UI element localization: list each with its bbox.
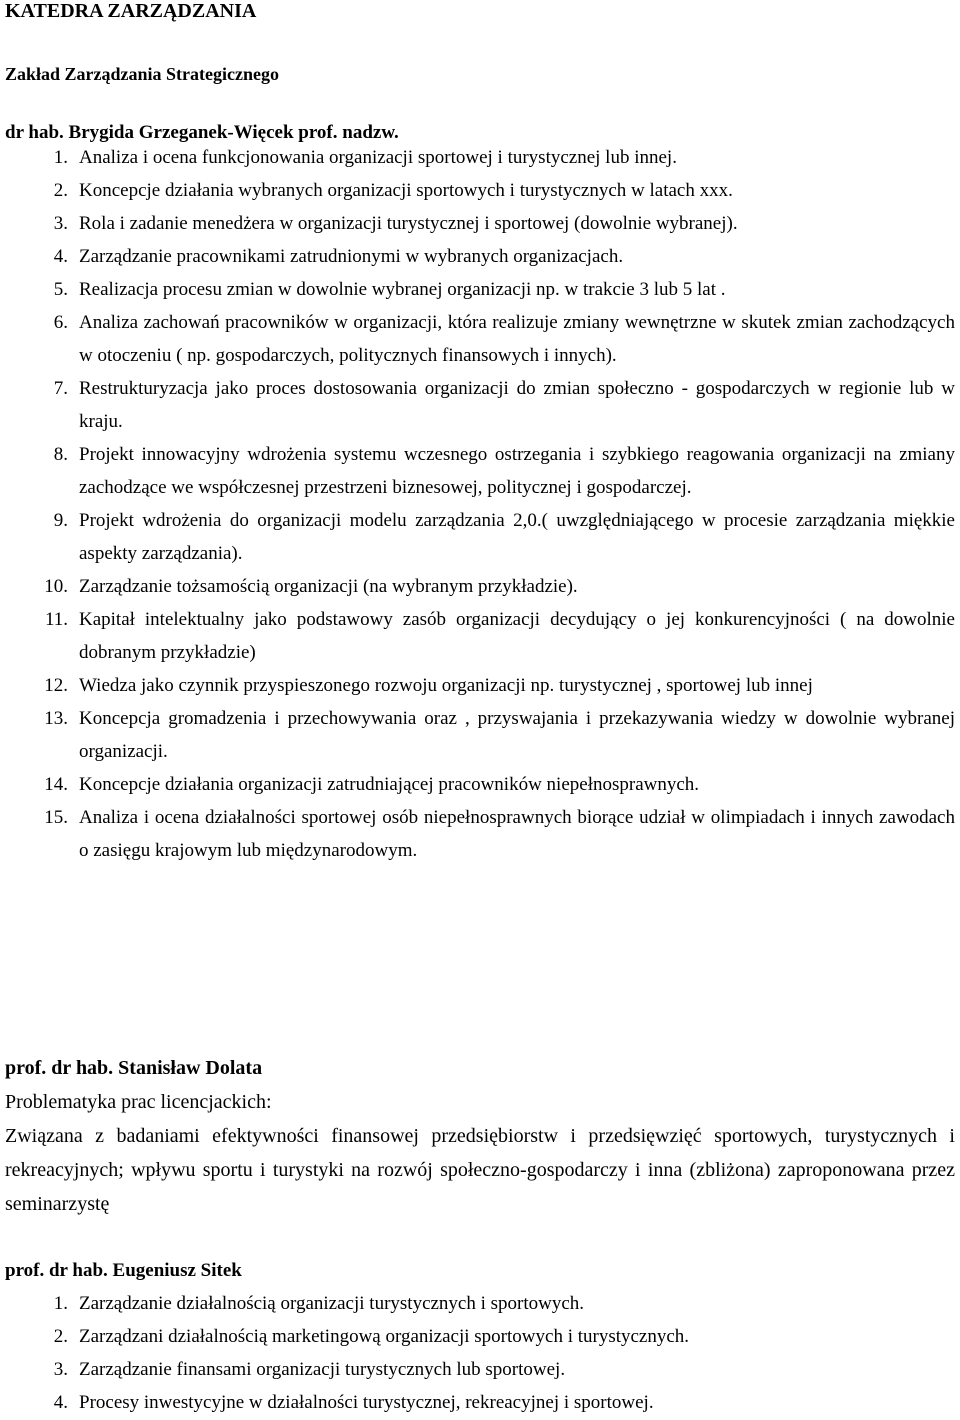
- list-item-text: Procesy inwestycyjne w działalności turystycznej, rekreacyjnej i sportowej.: [79, 1392, 654, 1413]
- list-item-text: Koncepcja gromadzenia i przechowywania oraz , przyswajania i przekazywania wiedzy w dowolnie wybranej organizacji.: [79, 708, 955, 762]
- list-item: [0, 702, 955, 768]
- list-item-number: 9.: [53, 510, 68, 531]
- list-item-number: 3.: [53, 213, 68, 234]
- list-item-text: Kapitał intelektualny jako podstawowy zasób organizacji decydujący o jej konkurencyjności ( na dowolnie dobranym przykładzie): [79, 609, 955, 663]
- list-item-number: 5.: [53, 279, 68, 300]
- list-item-number: 7.: [53, 378, 68, 399]
- list-item: [0, 240, 955, 273]
- list-item-number: 2.: [53, 1326, 68, 1347]
- list-item: [0, 504, 955, 570]
- department-title: KATEDRA ZARZĄDZANIA: [5, 0, 257, 22]
- list-item-text: Zarządzanie finansami organizacji turystycznych lub sportowej.: [79, 1359, 566, 1380]
- list-item-text: Zarządzanie tożsamością organizacji (na wybranym przykładzie).: [79, 576, 578, 597]
- list-item-text: Koncepcje działania wybranych organizacji sportowych i turystycznych w latach xxx.: [79, 180, 733, 201]
- list-item-text: Zarządzanie działalnością organizacji turystycznych i sportowych.: [79, 1293, 585, 1314]
- list-item-number: 1.: [53, 147, 68, 168]
- topic-list-sitek: [0, 1287, 955, 1419]
- list-item-number: 1.: [53, 1293, 68, 1314]
- list-item: [0, 603, 955, 669]
- list-item-text: Rola i zadanie menedżera w organizacji turystycznej i sportowej (dowolnie wybranej).: [79, 213, 738, 234]
- list-item-text: Projekt wdrożenia do organizacji modelu zarządzania 2,0.( uwzględniającego w procesie zarządzania miękkie aspekty zarządzania).: [79, 510, 955, 564]
- list-item: [0, 207, 955, 240]
- list-item-text: Zarządzanie pracownikami zatrudnionymi w wybranych organizacjach.: [79, 246, 624, 267]
- list-item-text: Zarządzani działalnością marketingową organizacji sportowych i turystycznych.: [79, 1326, 690, 1347]
- description-text: Związana z badaniami efektywności finansowej przedsiębiorstw i przedsięwzięć sportowych, turystycznych i rekreacyjnych; wpływu sportu i turystyki na rozwój społeczno-gospodarczy i inna (zbliżona) zaproponowana przez seminarzystę: [5, 1125, 960, 1215]
- list-item: [0, 273, 955, 306]
- list-item-number: 10.: [44, 576, 68, 597]
- list-item-text: Restrukturyzacja jako proces dostosowania organizacji do zmian społeczno - gospodarczych w regionie lub w kraju.: [79, 378, 955, 432]
- list-item-number: 4.: [53, 1392, 68, 1413]
- list-item: [0, 174, 955, 207]
- list-item-number: 2.: [53, 180, 68, 201]
- list-item: [0, 1320, 955, 1353]
- list-item-number: 14.: [44, 774, 68, 795]
- list-item-text: Analiza zachowań pracowników w organizacji, która realizuje zmiany wewnętrzne w skutek zmian zachodzących w otoczeniu ( np. gospodarczych, politycznych finansowych i innych).: [79, 312, 955, 366]
- list-item-number: 8.: [53, 444, 68, 465]
- list-item: [0, 1353, 955, 1386]
- topic-list-grzeganek: [0, 141, 955, 867]
- list-item-number: 3.: [53, 1359, 68, 1380]
- list-item: [0, 570, 955, 603]
- list-item-text: Wiedza jako czynnik przyspieszonego rozwoju organizacji np. turystycznej , sportowej lub innej: [79, 675, 813, 696]
- list-item-text: Realizacja procesu zmian w dowolnie wybranej organizacji np. w trakcie 3 lub 5 lat .: [79, 279, 726, 300]
- list-item: [0, 372, 955, 438]
- supervisor-name-grzeganek: dr hab. Brygida Grzeganek-Więcek prof. nadzw.: [5, 122, 399, 143]
- list-item: [0, 1287, 955, 1320]
- list-item-number: 12.: [44, 675, 68, 696]
- list-item: [0, 1386, 955, 1419]
- list-item-number: 6.: [53, 312, 68, 333]
- list-item: [0, 141, 955, 174]
- supervisor-name-dolata: prof. dr hab. Stanisław Dolata: [5, 1057, 263, 1079]
- list-item: [0, 801, 955, 867]
- section-description: [5, 1119, 960, 1221]
- list-item-number: 13.: [44, 708, 68, 729]
- section-label: Problematyka prac licencjackich:: [5, 1091, 272, 1113]
- list-item-text: Koncepcje działania organizacji zatrudniającej pracowników niepełnosprawnych.: [79, 774, 700, 795]
- list-item-number: 11.: [44, 609, 68, 630]
- list-item-number: 4.: [53, 246, 68, 267]
- list-item-text: Analiza i ocena działalności sportowej osób niepełnosprawnych biorące udział w olimpiadach i innych zawodach o zasięgu krajowym lub międzynarodowym.: [79, 807, 955, 861]
- list-item: [0, 768, 955, 801]
- supervisor-name-sitek: prof. dr hab. Eugeniusz Sitek: [5, 1260, 242, 1281]
- list-item-text: Projekt innowacyjny wdrożenia systemu wczesnego ostrzegania i szybkiego reagowania organizacji na zmiany zachodzące we współczesnej przestrzeni biznesowej, politycznej i gospodarczej.: [79, 444, 955, 498]
- list-item: [0, 306, 955, 372]
- list-item: [0, 438, 955, 504]
- list-item-number: 15.: [44, 807, 68, 828]
- list-item: [0, 669, 955, 702]
- unit-title: Zakład Zarządzania Strategicznego: [5, 64, 279, 84]
- list-item-text: Analiza i ocena funkcjonowania organizacji sportowej i turystycznej lub innej.: [79, 147, 677, 168]
